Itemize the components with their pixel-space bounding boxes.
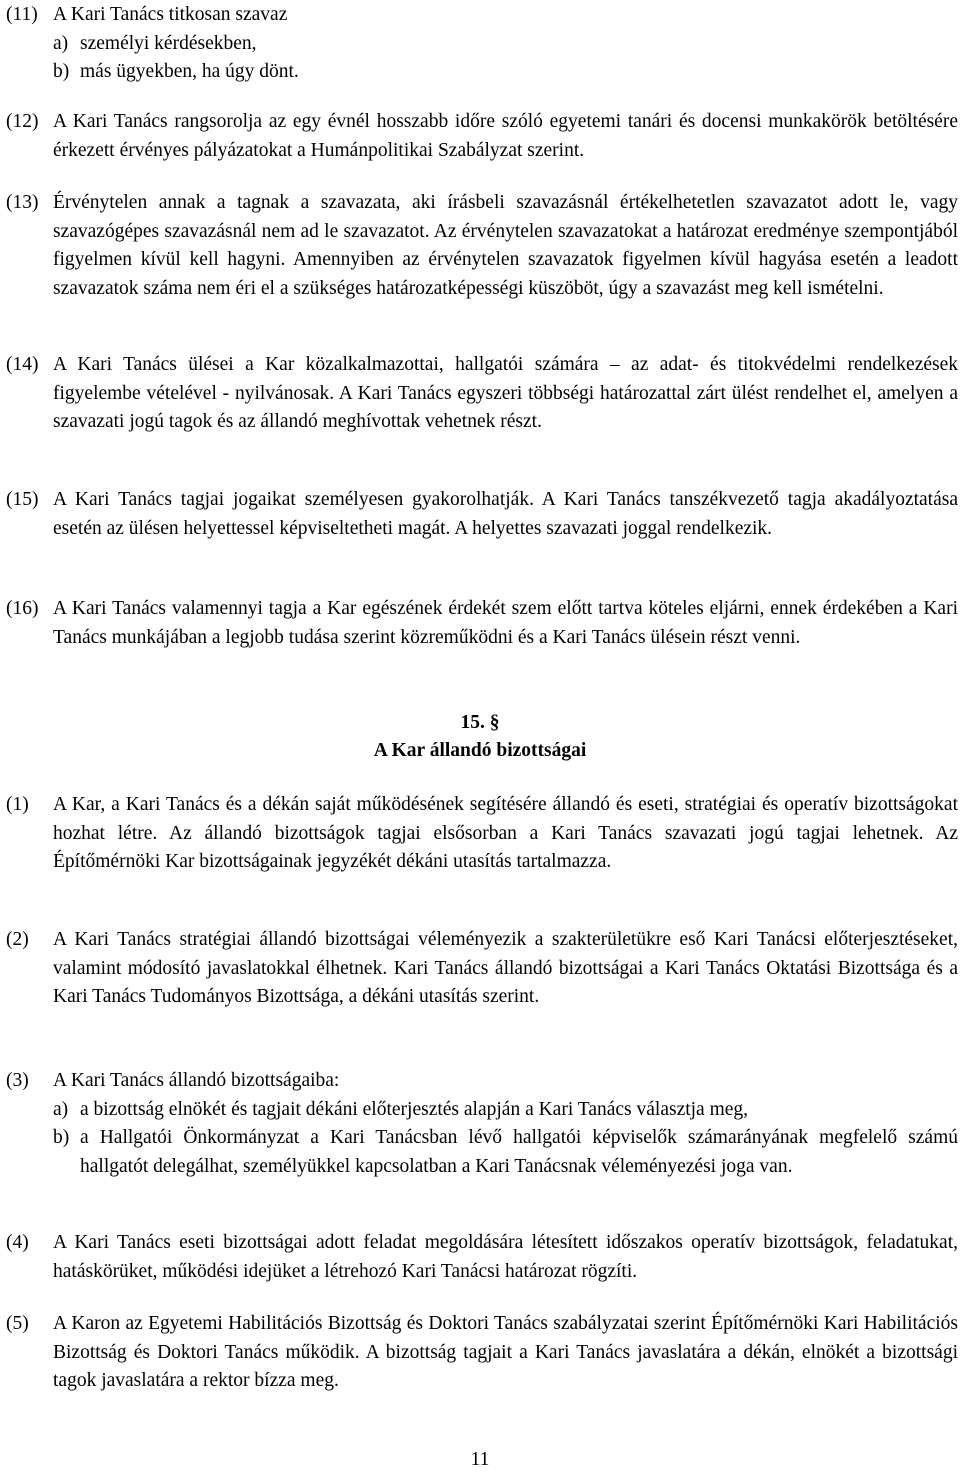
paragraph-number: (4) — [6, 1232, 29, 1253]
paragraph-number: (16) — [6, 598, 39, 619]
paragraph-16 — [6, 595, 958, 652]
section-paragraph-5 — [6, 1310, 958, 1396]
paragraph-text: A Kari Tanács rangsorolja az egy évnél hosszabb időre szóló egyetemi tanári és docensi munkakörök betöltésére érkezett érvényes pályázatokat a Humánpolitikai Szabályzat szerint. — [53, 111, 958, 161]
paragraph-text: A Karon az Egyetemi Habilitációs Bizottság és Doktori Tanács szabályzatai szerint Építőmérnöki Kari Habilitációs Bizottság és Doktori Tanács működik. A bizottság tagjait a Kari Tanács javaslatára a dékán, elnökét a bizottsági tagok javaslatára a rektor bízza meg. — [53, 1313, 958, 1391]
section-paragraph-4 — [6, 1229, 958, 1286]
paragraph-text: A Kar, a Kari Tanács és a dékán saját működésének segítésére állandó és eseti, stratégiai és operatív bizottságokat hozhat létre. Az állandó bizottságok tagjai elsősorban a Kari Tanács szavazati jogú tagjai lehetnek. Az Építőmérnöki Kar bizottságainak jegyzékét dékáni utasítás tartalmazza. — [53, 794, 958, 872]
paragraph-12 — [6, 108, 958, 165]
paragraph-14 — [6, 351, 958, 437]
paragraph-number: (2) — [6, 929, 29, 950]
section-number: 15. § — [460, 712, 500, 733]
section-paragraph-1 — [6, 791, 958, 877]
list-item — [53, 1124, 958, 1181]
paragraph-text: A Kari Tanács titkosan szavaz — [53, 4, 288, 25]
list-item — [53, 1096, 958, 1125]
list-item-label: a) — [53, 1098, 69, 1120]
paragraph-number: (3) — [6, 1070, 29, 1091]
list-item — [53, 30, 958, 59]
paragraph-number: (13) — [6, 192, 39, 213]
paragraph-11 — [6, 1, 958, 87]
paragraph-number: (1) — [6, 794, 29, 815]
paragraph-number: (11) — [6, 4, 38, 25]
paragraph-text: A Kari Tanács stratégiai állandó bizottságai véleményezik a szakterületükre eső Kari Tanácsi előterjesztéseket, valamint módosító javaslatokkal élhetnek. Kari Tanács állandó bizottságai a Kari Tanács Oktatási Bizottsága és a Kari Tanács Tudományos Bizottsága, a dékáni utasítás szerint. — [53, 929, 958, 1007]
paragraph-text: A Kari Tanács tagjai jogaikat személyesen gyakorolhatják. A Kari Tanács tanszékvezető tagja akadályoztatása esetén az ülésen helyettessel képviseltetheti magát. A helyettes szavazati joggal rendelkezik. — [53, 489, 958, 539]
paragraph-number: (15) — [6, 489, 39, 510]
paragraph-text: A Kari Tanács ülései a Kar közalkalmazottai, hallgatói számára – az adat- és titokvédelmi rendelkezések figyelembe vételével - nyilvánosak. A Kari Tanács egyszeri többségi határozattal zárt ülést rendelhet el, amelyen a szavazati jogú tagok és az állandó meghívottak vehetnek részt. — [53, 354, 958, 432]
paragraph-text: Érvénytelen annak a tagnak a szavazata, aki írásbeli szavazásnál értékelhetetlen szavazatot adott le, vagy szavazógépes szavazásnál nem ad le szavazatot. Az érvénytelen szavazatokat a határozat eredménye szempontjából figyelmen kívül kell hagyni. Amennyiben az érvénytelen szavazatok figyelmen kívül hagyása esetén a leadott szavazatok száma nem éri el a szükséges határozatképességi küszöböt, úgy a szavazást meg kell ismételni. — [53, 192, 958, 299]
paragraph-number: (12) — [6, 111, 39, 132]
paragraph-13 — [6, 189, 958, 303]
paragraph-text: A Kari Tanács eseti bizottságai adott feladat megoldására létesített időszakos operatív bizottságok, feladatukat, hatáskörüket, működési idejüket a létrehozó Kari Tanácsi határozat rögzíti. — [53, 1232, 958, 1282]
paragraph-number: (14) — [6, 354, 39, 375]
page-number: 11 — [470, 1449, 490, 1470]
paragraph-number: (5) — [6, 1313, 29, 1334]
paragraph-text: A Kari Tanács valamennyi tagja a Kar egészének érdekét szem előtt tartva köteles eljárni, ennek érdekében a Kari Tanács munkájában a legjobb tudása szerint közreműködni és a Kari Tanács ülésein részt venni. — [53, 598, 958, 648]
list-item-label: a) — [53, 32, 69, 54]
section-paragraph-3 — [6, 1067, 958, 1181]
paragraph-15 — [6, 486, 958, 543]
list-item-label: b) — [53, 61, 70, 82]
paragraph-text: A Kari Tanács állandó bizottságaiba: — [53, 1070, 340, 1091]
list-item — [53, 58, 958, 87]
list-item-text: személyi kérdésekben, — [80, 32, 257, 54]
list-item-text: más ügyekben, ha úgy dönt. — [80, 61, 299, 82]
list-item-text: a bizottság elnökét és tagjait dékáni előterjesztés alapján a Kari Tanács választja meg, — [80, 1098, 749, 1120]
section-paragraph-2 — [6, 926, 958, 1012]
section-title: A Kar állandó bizottságai — [373, 740, 587, 761]
list-item-text: a Hallgatói Önkormányzat a Kari Tanácsban lévő hallgatói képviselők számarányának megfelelő számú hallgatót delegálhat, személyükkel kapcsolatban a Kari Tanácsnak véleményezési joga van. — [80, 1127, 958, 1177]
list-item-label: b) — [53, 1127, 70, 1148]
